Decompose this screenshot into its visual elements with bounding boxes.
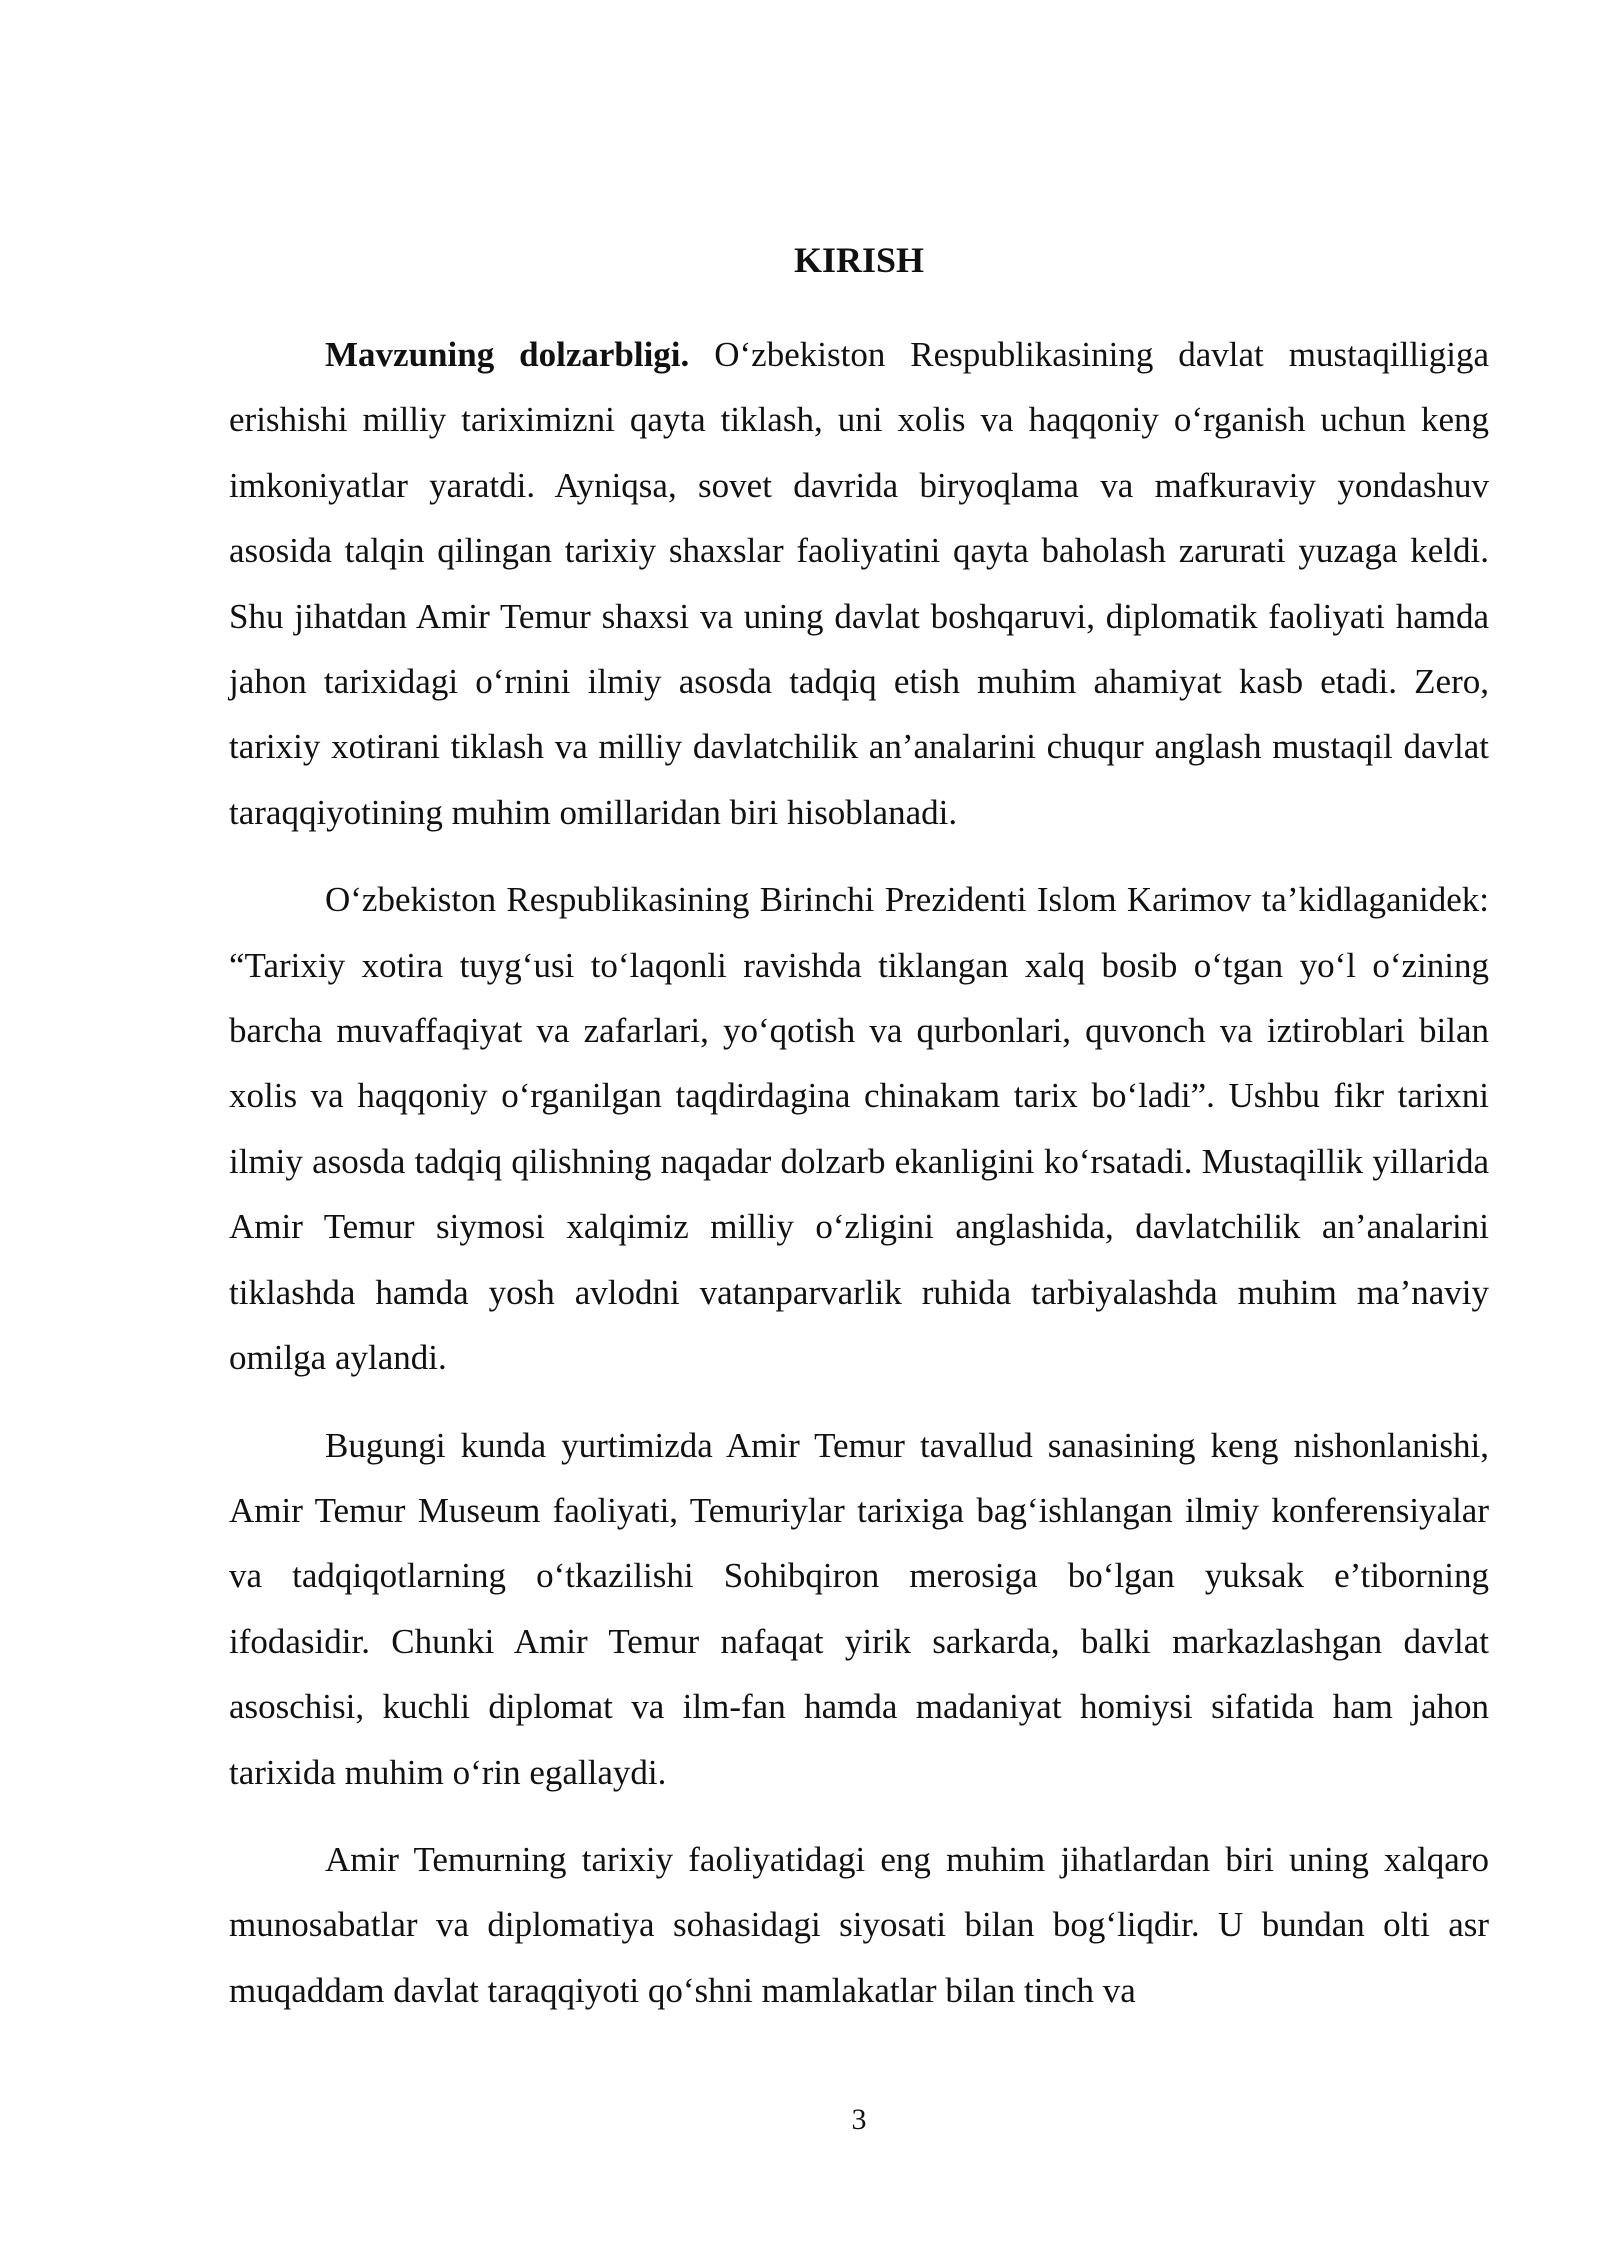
paragraph-diplomacy: Amir Temurning tarixiy faoliyatidagi eng muhim jihatlardan biri uning xalqaro munosabatlar va diplomatiya sohasidagi siyosati bilan bog‘liqdir. U bundan olti asr muqaddam davlat taraqqiyoti qo‘shni mamlakatlar bilan tinch va [229,1839,1489,2010]
paragraph-text: O‘zbekiston Respublikasining davlat mustaqilligiga erishishi milliy tariximizni qayta tiklash, uni xolis va haqqoniy o‘rganish uchun keng imkoniyatlar yaratdi. Ayniqsa, sovet davrida biryoqlama va mafkuraviy yondashuv asosida talqin qilingan tarixiy shaxslar faoliyatini qayta baholash zarurati yuzaga keldi. Shu jihatdan Amir Temur shaxsi va uning davlat boshqaruvi, diplomatik faoliyati hamda jahon tarixidagi o‘rnini ilmiy asosda tadqiq etish muhim ahamiyat kasb etadi. Zero, tarixiy xotirani tiklash va milliy davlatchilik an’analarini chuqur anglash mustaqil davlat taraqqiyotining muhim omillaridan biri hisoblanadi. [229,335,1489,832]
paragraph-relevance [229,322,1489,845]
paragraph-quote: O‘zbekiston Respublikasining Birinchi Prezidenti Islom Karimov ta’kidlaganidek: “Tarixiy xotira tuyg‘usi to‘laqonli ravishda tiklangan xalq bosib o‘tgan yo‘l o‘zining barcha muvaffaqiyat va zafarlari, yo‘qotish va qurbonlari, quvonch va iztiroblari bilan xolis va haqqoniy o‘rganilgan taqdirdagina chinakam tarix bo‘ladi”. Ushbu fikr tarixni ilmiy asosda tadqiq qilishning naqadar dolzarb ekanligini ko‘rsatadi. Mustaqillik yillarida Amir Temur siymosi xalqimiz milliy o‘zligini anglashida, davlatchilik an’analarini tiklashda hamda yosh avlodni vatanparvarlik ruhida tarbiyalashda muhim ma’naviy omilga aylandi. [229,880,1489,1378]
page-number: 3 [851,2103,867,2136]
section-heading: KIRISH [793,240,925,280]
paragraph-today: Bugungi kunda yurtimizda Amir Temur tavallud sanasining keng nishonlanishi, Amir Temur Museum faoliyati, Temuriylar tarixiga bag‘ishlangan ilmiy konferensiyalar va tadqiqotlarning o‘tkazilishi Sohibqiron merosiga bo‘lgan yuksak e’tiborning ifodasidir. Chunki Amir Temur nafaqat yirik sarkarda, balki markazlashgan davlat asoschisi, kuchli diplomat va ilm-fan hamda madaniyat homiysi sifatida ham jahon tarixida muhim o‘rin egallaydi. [229,1425,1489,1792]
body-text [229,322,1489,2023]
paragraph-lead: Mavzuning dolzarbligi. [325,335,690,374]
